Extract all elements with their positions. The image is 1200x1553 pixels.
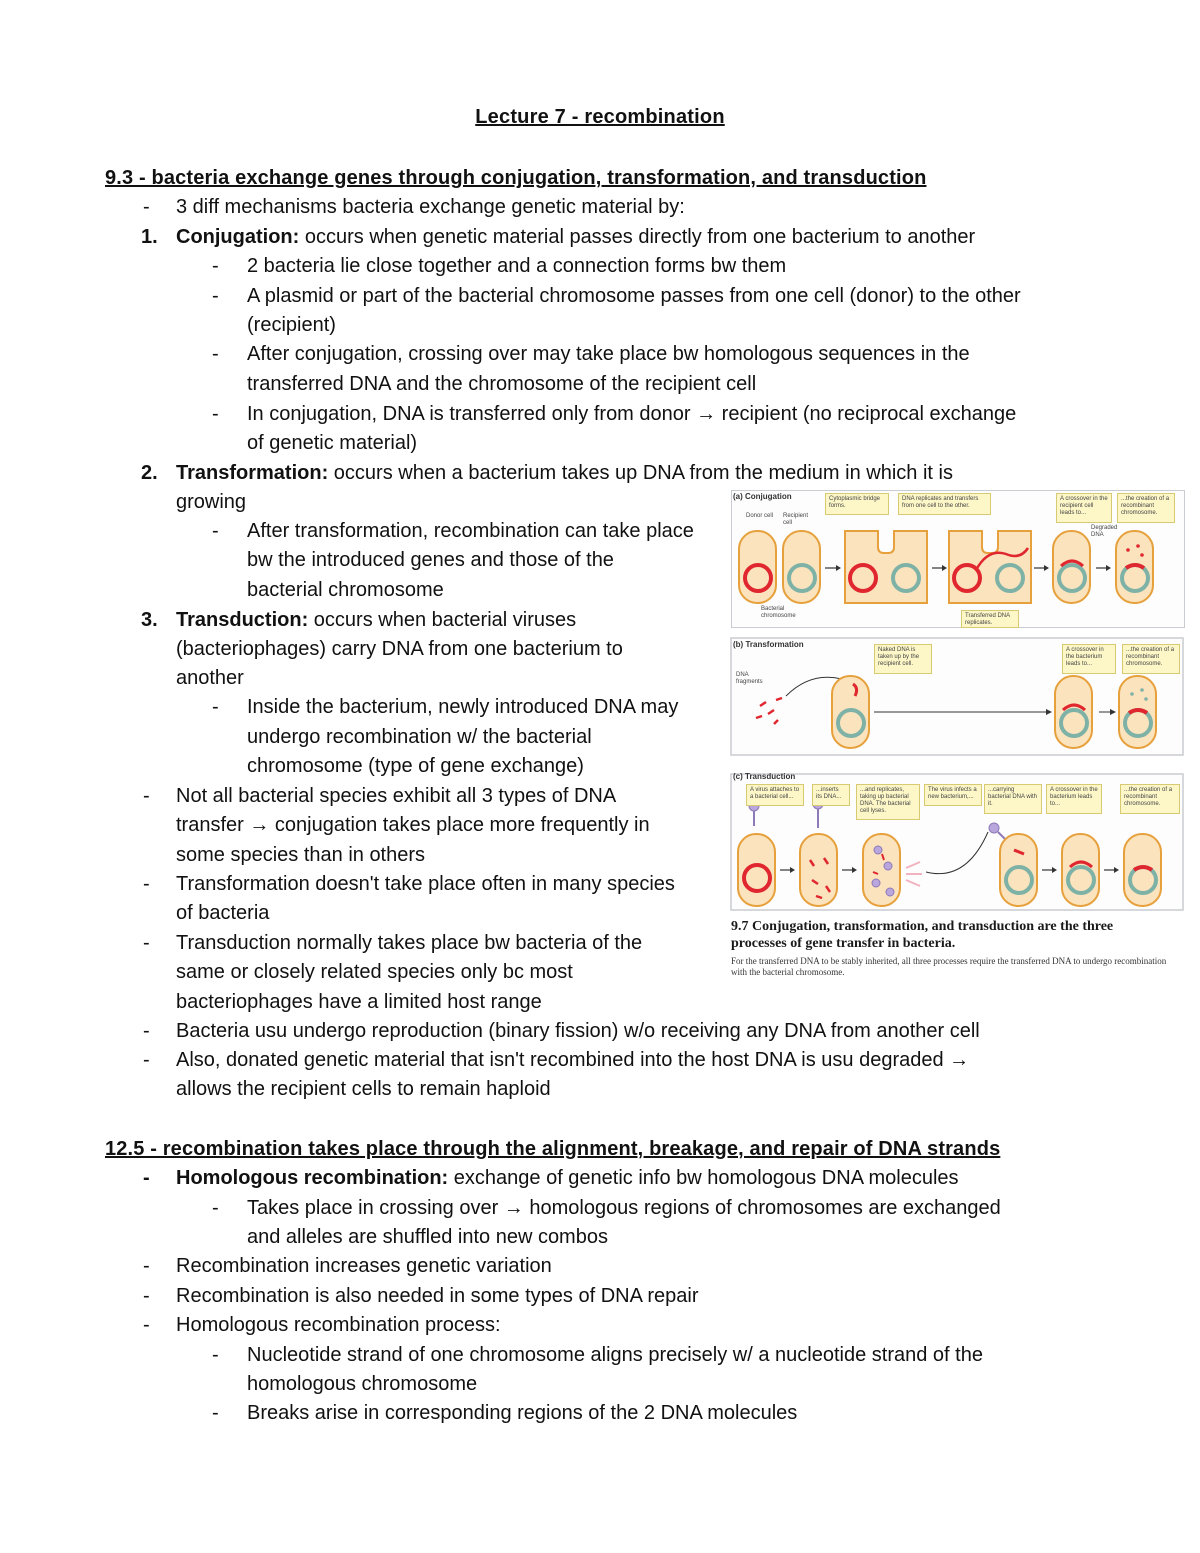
panel-label-transformation: (b) Transformation	[733, 640, 804, 649]
callout-conjugation-2: DNA replicates and transfers from one cell to the other.	[898, 493, 991, 515]
bullet-dash: -	[212, 343, 219, 365]
page-title: Lecture 7 - recombination	[475, 106, 725, 128]
infected-cell	[800, 834, 837, 906]
bullet-dash: -	[212, 696, 219, 718]
transduction-sub-line: Inside the bacterium, newly introduced DNA may	[247, 696, 679, 718]
bullet-dash: -	[212, 1197, 219, 1219]
callout-conjugation-1: Cytoplasmic bridge forms.	[825, 493, 889, 515]
bullet-dash: -	[212, 255, 219, 277]
callout-transduction-2: ...inserts its DNA...	[812, 784, 850, 806]
note-line: some species than in others	[176, 844, 426, 866]
degraded-fragment	[1126, 548, 1130, 552]
degraded-fragment	[1140, 553, 1144, 557]
bullet-dash: -	[143, 1049, 150, 1071]
transduction-sub-line: chromosome (type of gene exchange)	[247, 755, 584, 777]
process-sub-line: Nucleotide strand of one chromosome aligns precisely w/ a nucleotide strand of the	[247, 1344, 983, 1366]
note-line: Not all bacterial species exhibit all 3 types of DNA	[176, 785, 617, 807]
conjugation-sub-line: After conjugation, crossing over may take place bw homologous sequences in the	[247, 343, 970, 365]
term-conjugation: Conjugation:	[176, 226, 300, 248]
conjugation-sub-line: of genetic material)	[247, 432, 418, 454]
transduction-sub-line: undergo recombination w/ the bacterial	[247, 726, 592, 748]
conjugation-cells	[739, 531, 1153, 603]
label-bacterial-chromosome: Bacterial chromosome	[761, 606, 796, 619]
callout-conjugation-4: ...the creation of a recombinant chromosome.	[1117, 493, 1175, 523]
label-recipient-cell: Recipient cell	[783, 513, 809, 526]
callout-transformation-2: A crossover in the bacterium leads to...	[1062, 644, 1116, 674]
homologous-recombination-item	[176, 1164, 959, 1192]
bullet-dash: -	[143, 1020, 150, 1042]
bullet-dash: -	[212, 285, 219, 307]
transformation-definition-cont: growing	[176, 491, 247, 513]
homologous-sub-line: Takes place in crossing over → homologous regions of chromosomes are exchanged	[247, 1197, 1001, 1219]
transduction-item	[176, 606, 576, 634]
bullet-dash: -	[143, 196, 150, 218]
intro-text: 3 diff mechanisms bacteria exchange genetic material by:	[176, 196, 685, 218]
transduction-definition-cont: another	[176, 667, 244, 689]
note-line: of bacteria	[176, 902, 270, 924]
bullet-dash: -	[212, 403, 219, 425]
note-line: Also, donated genetic material that isn't recombined into the host DNA is usu degraded →	[176, 1049, 970, 1071]
callout-transduction-5: ...carrying bacterial DNA with it.	[984, 784, 1042, 814]
callout-transduction-3: ...and replicates, taking up bacterial DNA. The bacterial cell lyses.	[856, 784, 920, 820]
bullet-dash: -	[212, 520, 219, 542]
panel-label-conjugation: (a) Conjugation	[733, 492, 792, 501]
recombinant-cell	[1124, 834, 1161, 906]
degraded-fragment	[1144, 697, 1148, 701]
list-number: 2.	[141, 462, 158, 484]
homologous-sub-line: and alleles are shuffled into new combos	[247, 1226, 608, 1248]
note-line: allows the recipient cells to remain haploid	[176, 1078, 551, 1100]
transformation-sub-line: bacterial chromosome	[247, 579, 444, 601]
label-dna-fragments: DNA fragments	[736, 672, 763, 685]
process-sub-line: homologous chromosome	[247, 1373, 478, 1395]
callout-transduction-6: A crossover in the bacterium leads to...	[1046, 784, 1102, 814]
degraded-fragment	[1140, 688, 1144, 692]
arrowhead	[836, 565, 841, 571]
callout-transduction-7: ...the creation of a recombinant chromosome.	[1120, 784, 1180, 814]
bullet-dash: -	[143, 1255, 150, 1277]
homologous-definition: exchange of genetic info bw homologous DNA molecules	[448, 1167, 959, 1189]
transformation-sub-line: bw the introduced genes and those of the	[247, 549, 614, 571]
recipient-cell	[1062, 834, 1099, 906]
callout-transformation-1: Naked DNA is taken up by the recipient cell.	[874, 644, 932, 674]
section-heading-12-5: 12.5 - recombination takes place through the alignment, breakage, and repair of DNA strands	[105, 1138, 1001, 1160]
list-number: 1.	[141, 226, 158, 248]
term-transformation: Transformation:	[176, 462, 329, 484]
conjugation-sub-line: (recipient)	[247, 314, 336, 336]
bullet-dash: -	[143, 1167, 150, 1189]
transformation-item	[176, 459, 953, 487]
bullet-dash: -	[143, 1285, 150, 1307]
note-line: Homologous recombination process:	[176, 1314, 501, 1336]
note-line: transfer → conjugation takes place more frequently in	[176, 814, 650, 836]
degraded-fragment	[1130, 692, 1134, 696]
note-line: Transformation doesn't take place often in many species	[176, 873, 675, 895]
conjugation-sub-line: A plasmid or part of the bacterial chromosome passes from one cell (donor) to the other	[247, 285, 1021, 307]
arrowhead	[1106, 565, 1111, 571]
panel-label-transduction: (c) Transduction	[733, 772, 796, 781]
bullet-dash: -	[143, 932, 150, 954]
transformation-sub-line: After transformation, recombination can take place	[247, 520, 694, 542]
list-number: 3.	[141, 609, 158, 631]
note-line: same or closely related species only bc most	[176, 961, 573, 983]
bullet-dash: -	[212, 1344, 219, 1366]
callout-transduction-1: A virus attaches to a bacterial cell...	[746, 784, 804, 806]
transduction-definition: occurs when bacterial viruses	[308, 609, 577, 631]
callout-transduction-4: The virus infects a new bacterium,...	[924, 784, 982, 806]
section-heading-9-3: 9.3 - bacteria exchange genes through conjugation, transformation, and transduction	[105, 167, 927, 189]
label-degraded-dna: Degraded DNA	[1091, 525, 1118, 538]
bullet-dash: -	[143, 873, 150, 895]
process-sub-line: Breaks arise in corresponding regions of the 2 DNA molecules	[247, 1402, 798, 1424]
bullet-dash: -	[212, 1402, 219, 1424]
conjugation-sub-line: In conjugation, DNA is transferred only from donor → recipient (no reciprocal exchange	[247, 403, 1017, 425]
conjugation-sub-line: transferred DNA and the chromosome of the recipient cell	[247, 373, 757, 395]
callout-transformation-3: ...the creation of a recombinant chromosome.	[1122, 644, 1180, 674]
transduction-definition-cont: (bacteriophages) carry DNA from one bacterium to	[176, 638, 623, 660]
bullet-dash: -	[143, 785, 150, 807]
callout-transferred-dna: Transferred DNA replicates.	[961, 610, 1019, 628]
transformation-definition: occurs when a bacterium takes up DNA from the medium in which it is	[328, 462, 953, 484]
term-homologous-recombination: Homologous recombination:	[176, 1167, 449, 1189]
figure-drawing	[728, 488, 1188, 918]
conjugation-sub-line: 2 bacteria lie close together and a connection forms bw them	[247, 255, 787, 277]
note-line: bacteriophages have a limited host range	[176, 991, 542, 1013]
label-donor-cell: Donor cell	[746, 513, 774, 519]
figure-caption-body: For the transferred DNA to be stably inherited, all three processes require the transferred DNA to undergo recombination with the bacterial chromosome.	[731, 956, 1167, 977]
note-line: Transduction normally takes place bw bacteria of the	[176, 932, 643, 954]
arrowhead	[1044, 565, 1049, 571]
callout-conjugation-3: A crossover in the recipient cell leads to...	[1056, 493, 1112, 523]
arrowhead	[942, 565, 947, 571]
note-line: Recombination is also needed in some types of DNA repair	[176, 1285, 699, 1307]
bullet-dash: -	[143, 1314, 150, 1336]
term-transduction: Transduction:	[176, 609, 309, 631]
new-host-cell	[1000, 834, 1037, 906]
figure-caption-title: 9.7 Conjugation, transformation, and transduction are the three processes of gene transfer in bacteria.	[731, 919, 1114, 951]
conjugation-definition: occurs when genetic material passes directly from one bacterium to another	[299, 226, 976, 248]
note-line: Recombination increases genetic variation	[176, 1255, 552, 1277]
conjugation-item	[176, 223, 975, 251]
lysing-cell	[863, 834, 900, 906]
degraded-fragment	[1136, 544, 1140, 548]
gene-transfer-figure	[728, 488, 1188, 988]
note-line: Bacteria usu undergo reproduction (binary fission) w/o receiving any DNA from another cell	[176, 1020, 980, 1042]
